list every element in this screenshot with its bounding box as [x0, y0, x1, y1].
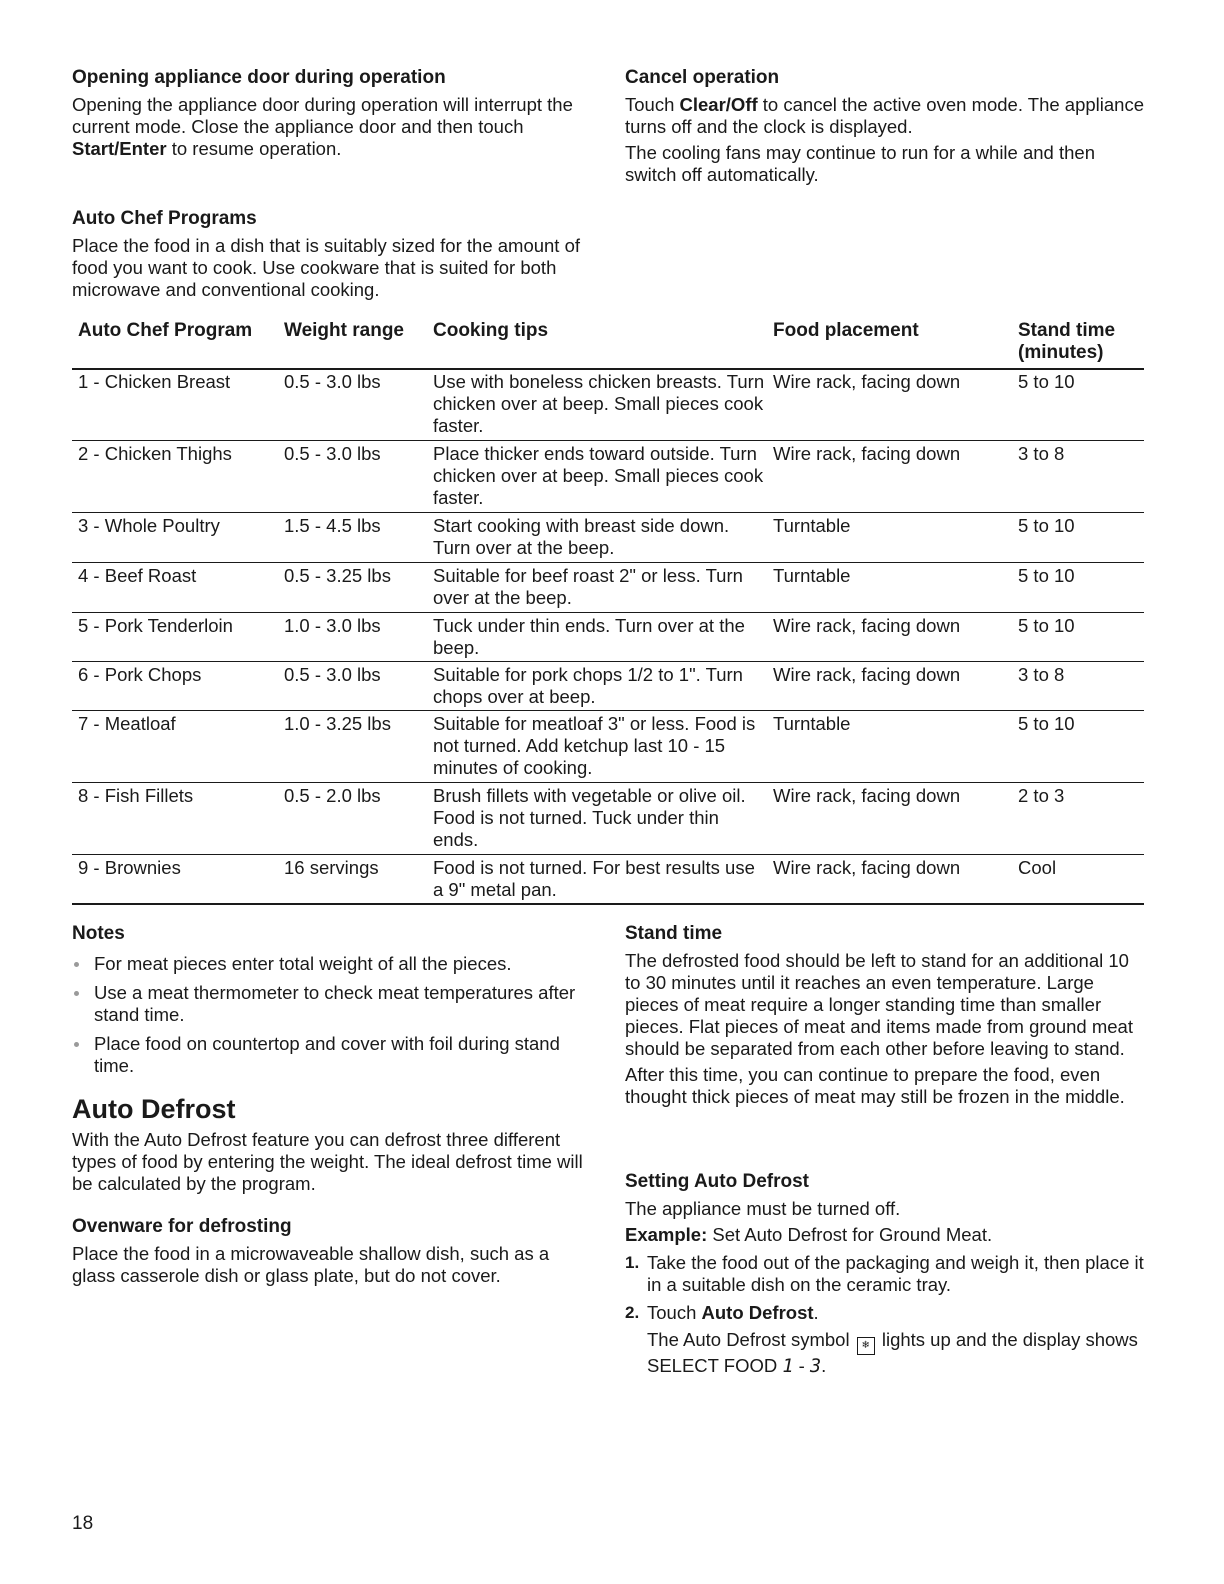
cell-weight: 1.0 - 3.25 lbs: [284, 713, 391, 734]
display-digit: 1: [782, 1356, 794, 1377]
cell-tips: Suitable for pork chops 1/2 to 1". Turn chops over at beep.: [433, 664, 743, 707]
auto-chef-text: Place the food in a dish that is suitably sized for the amount of food you want to cook. Use cookware that is suited for both microwave and conventional cooking.: [72, 235, 581, 300]
stand-time-text-1: The defrosted food should be left to stand for an additional 10 to 30 minutes until it reaches an even temperature. Large pieces of meat require a longer standing time than smaller pieces. Flat pieces of meat and items made from ground meat should be separated from each other before leaving to stand.: [625, 950, 1133, 1059]
steps-list: [625, 1252, 1145, 1378]
section-opening-door: [72, 66, 592, 160]
cancel-text-1: Touch Clear/Off to cancel the active oven mode. The appliance turns off and the clock is displayed.: [625, 94, 1145, 137]
cell-program: 3 - Whole Poultry: [78, 515, 220, 536]
cell-tips: Food is not turned. For best results use a 9" metal pan.: [433, 857, 755, 900]
cell-stand: 5 to 10: [1018, 565, 1075, 586]
table-row: [72, 369, 1144, 441]
cell-program: 6 - Pork Chops: [78, 664, 202, 685]
table-row: [72, 783, 1144, 855]
cell-stand: 3 to 8: [1018, 443, 1065, 464]
header-program: Auto Chef Program: [78, 320, 253, 341]
cell-weight: 1.0 - 3.0 lbs: [284, 615, 381, 636]
cell-tips: Tuck under thin ends. Turn over at the beep.: [433, 615, 745, 658]
section-stand-time: [625, 922, 1145, 1108]
cell-stand: 5 to 10: [1018, 713, 1075, 734]
header-stand: Stand time (minutes): [1018, 320, 1116, 363]
bullet-icon: [74, 962, 79, 967]
cancel-text-2: The cooling fans may continue to run for a while and then switch off automatically.: [625, 142, 1095, 185]
cell-placement: Turntable: [773, 565, 851, 586]
table-row: [72, 855, 1144, 905]
notes-list: [72, 953, 592, 1077]
cell-stand: 5 to 10: [1018, 515, 1075, 536]
cell-program: 1 - Chicken Breast: [78, 371, 231, 392]
ovenware-heading: Ovenware for defrosting: [72, 1216, 292, 1237]
opening-door-text: Opening the appliance door during operation will interrupt the current mode. Close the appliance door and then touch Start/Enter to resume operation.: [72, 94, 573, 159]
cell-placement: Wire rack, facing down: [773, 857, 961, 878]
section-setting-auto-defrost: [625, 1170, 1145, 1378]
cell-placement: Turntable: [773, 515, 851, 536]
auto-defrost-heading: Auto Defrost: [72, 1094, 236, 1124]
setting-example: Example: Set Auto Defrost for Ground Meat.: [625, 1224, 993, 1245]
section-auto-defrost: [72, 1093, 592, 1195]
section-notes: [72, 922, 592, 1084]
page-number: 18: [72, 1513, 94, 1534]
header-tips: Cooking tips: [433, 320, 549, 341]
header-weight: Weight range: [284, 320, 404, 341]
cell-placement: Wire rack, facing down: [773, 615, 961, 636]
section-cancel-operation: [625, 66, 1150, 186]
cell-placement: Turntable: [773, 713, 851, 734]
table-row: [72, 613, 1144, 662]
cell-weight: 0.5 - 3.25 lbs: [284, 565, 391, 586]
section-auto-chef: [72, 207, 582, 301]
table-row: [72, 441, 1144, 513]
cell-program: 7 - Meatloaf: [78, 713, 176, 734]
notes-heading: Notes: [72, 923, 125, 944]
cell-tips: Brush fillets with vegetable or olive oil. Food is not turned. Tuck under thin ends.: [433, 785, 746, 850]
cancel-heading: Cancel operation: [625, 67, 780, 88]
cell-placement: Wire rack, facing down: [773, 443, 961, 464]
stand-time-heading: Stand time: [625, 923, 723, 944]
cell-weight: 0.5 - 3.0 lbs: [284, 443, 381, 464]
list-item: 1. Take the food out of the packaging and weigh it, then place it in a suitable dish on the ceramic tray.: [625, 1252, 1144, 1295]
cell-tips: Use with boneless chicken breasts. Turn chicken over at beep. Small pieces cook faster.: [433, 371, 765, 436]
opening-door-heading: Opening appliance door during operation: [72, 67, 446, 88]
cell-weight: 1.5 - 4.5 lbs: [284, 515, 381, 536]
list-item: For meat pieces enter total weight of all the pieces.: [72, 953, 592, 975]
header-placement: Food placement: [773, 320, 919, 341]
cell-stand: 5 to 10: [1018, 615, 1075, 636]
setting-text: The appliance must be turned off.: [625, 1198, 901, 1219]
table-row: [72, 563, 1144, 613]
cell-stand: Cool: [1018, 857, 1057, 878]
cell-placement: Wire rack, facing down: [773, 664, 961, 685]
cell-program: 5 - Pork Tenderloin: [78, 615, 233, 636]
bullet-icon: [74, 991, 79, 996]
auto-defrost-text: With the Auto Defrost feature you can defrost three different types of food by entering the weight. The ideal defrost time will be calculated by the program.: [72, 1129, 583, 1194]
cell-weight: 0.5 - 3.0 lbs: [284, 371, 381, 392]
table-row: [72, 662, 1144, 711]
cell-tips: Suitable for meatloaf 3" or less. Food is not turned. Add ketchup last 10 - 15 minutes of cooking.: [433, 713, 756, 778]
cell-program: 9 - Brownies: [78, 857, 181, 878]
table-row: [72, 513, 1144, 563]
cell-stand: 5 to 10: [1018, 371, 1075, 392]
bullet-icon: [74, 1042, 79, 1047]
stand-time-text-2: After this time, you can continue to prepare the food, even thought thick pieces of meat may still be frozen in the middle.: [625, 1064, 1125, 1107]
cell-stand: 2 to 3: [1018, 785, 1065, 806]
cell-placement: Wire rack, facing down: [773, 371, 961, 392]
cell-program: 4 - Beef Roast: [78, 565, 197, 586]
list-item: Place food on countertop and cover with foil during stand time.: [72, 1033, 592, 1077]
cell-tips: Start cooking with breast side down. Turn over at the beep.: [433, 515, 730, 558]
cell-weight: 0.5 - 3.0 lbs: [284, 664, 381, 685]
defrost-symbol-icon: ❄: [857, 1337, 875, 1355]
ovenware-text: Place the food in a microwaveable shallow dish, such as a glass casserole dish or glass plate, but do not cover.: [72, 1243, 550, 1286]
table-row: [72, 711, 1144, 783]
cell-tips: Place thicker ends toward outside. Turn chicken over at beep. Small pieces cook faster.: [433, 443, 764, 508]
cell-program: 8 - Fish Fillets: [78, 785, 194, 806]
cell-placement: Wire rack, facing down: [773, 785, 961, 806]
section-ovenware: [72, 1215, 592, 1287]
display-digit: 3: [809, 1356, 822, 1377]
list-item: 2. Touch Auto Defrost. The Auto Defrost symbol ❄ lights up and the display shows SELECT FOOD 1 - 3.: [625, 1302, 1145, 1378]
cell-weight: 0.5 - 2.0 lbs: [284, 785, 381, 806]
cell-weight: 16 servings: [284, 857, 379, 878]
cell-program: 2 - Chicken Thighs: [78, 443, 232, 464]
step2-detail: The Auto Defrost symbol ❄ lights up and the display shows SELECT FOOD 1 - 3.: [647, 1329, 1138, 1377]
list-item: Use a meat thermometer to check meat temperatures after stand time.: [72, 982, 592, 1026]
cell-tips: Suitable for beef roast 2" or less. Turn over at the beep.: [433, 565, 743, 608]
auto-chef-heading: Auto Chef Programs: [72, 208, 257, 229]
cell-stand: 3 to 8: [1018, 664, 1065, 685]
setting-heading: Setting Auto Defrost: [625, 1171, 810, 1192]
table-header: [72, 318, 1144, 370]
